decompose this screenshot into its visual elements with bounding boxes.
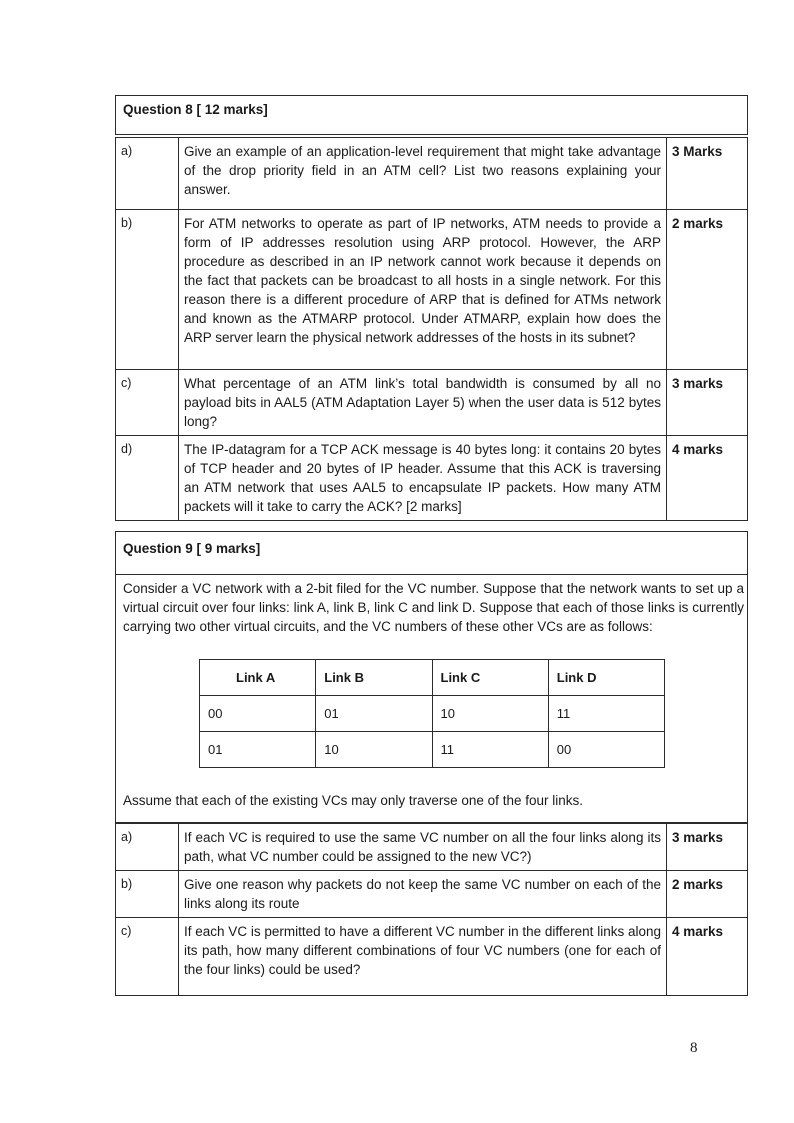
divider (115, 574, 748, 575)
part-text: The IP-datagram for a TCP ACK message is 40 bytes long: it contains 20 bytes of TCP header and 20 bytes of IP header. Assume that this ACK is traversing an ATM network that uses AAL5 to encapsulate IP packets. How many ATM packets will it take to carry the ACK? [2 marks] (179, 436, 667, 521)
part-text: If each VC is permitted to have a different VC number in the different links along its path, how many different combinations of four VC numbers (one for each of the four links) could be used? (179, 918, 667, 996)
table-cell: 00 (548, 732, 664, 768)
table-row (200, 660, 665, 696)
part-label: c) (116, 370, 179, 436)
table-row (116, 370, 748, 436)
column-header: Link D (548, 660, 664, 696)
part-text: For ATM networks to operate as part of IP networks, ATM needs to provide a form of IP addresses resolution using ARP protocol. However, the ARP procedure as described in an IP network cannot work because it depends on the fact that packets can be broadcast to all hosts in a single network. For this reason there is a different procedure of ARP that is defined for ATMs network and known as the ATMARP protocol. Under ATMARP, explain how does the ARP server learn the physical network addresses of the hosts in its subnet? (179, 210, 667, 370)
table-cell: 01 (200, 732, 316, 768)
part-text: Give an example of an application-level requirement that might take advantage of the drop priority field in an ATM cell? List two reasons explaining your answer. (179, 138, 667, 210)
question-8-title: Question 8 [ 12 marks] (123, 102, 268, 117)
question-9-title: Question 9 [ 9 marks] (123, 541, 261, 556)
part-marks: 2 marks (667, 871, 748, 918)
part-label: c) (116, 918, 179, 996)
part-label: b) (116, 210, 179, 370)
part-text: Give one reason why packets do not keep the same VC number on each of the links along its route (179, 871, 667, 918)
question-9-parts-table (115, 823, 748, 996)
part-marks: 3 Marks (667, 138, 748, 210)
table-cell: 10 (316, 732, 432, 768)
part-label: a) (116, 824, 179, 871)
table-cell: 00 (200, 696, 316, 732)
table-cell: 11 (432, 732, 548, 768)
table-cell: 11 (548, 696, 664, 732)
question-9-intro: Consider a VC network with a 2-bit filed for the VC number. Suppose that the network wants to set up a virtual circuit over four links: link A, link B, link C and link D. Suppose that each of those links is currently carrying two other virtual circuits, and the VC numbers of these other VCs are as follows: (123, 581, 744, 634)
column-header: Link B (316, 660, 432, 696)
part-marks: 2 marks (667, 210, 748, 370)
part-marks: 3 marks (667, 824, 748, 871)
part-marks: 4 marks (667, 436, 748, 521)
table-row (116, 871, 748, 918)
table-row (116, 138, 748, 210)
table-cell: 01 (316, 696, 432, 732)
table-row (200, 732, 665, 768)
table-row (116, 824, 748, 871)
part-marks: 3 marks (667, 370, 748, 436)
part-text: If each VC is required to use the same VC number on all the four links along its path, what VC number could be assigned to the new VC?) (179, 824, 667, 871)
table-row (116, 436, 748, 521)
question-9-note: Assume that each of the existing VCs may only traverse one of the four links. (123, 793, 583, 808)
page-number: 8 (690, 1040, 698, 1056)
part-label: a) (116, 138, 179, 210)
part-text: What percentage of an ATM link’s total bandwidth is consumed by all no payload bits in AAL5 (ATM Adaptation Layer 5) when the user data is 512 bytes long? (179, 370, 667, 436)
column-header: Link C (432, 660, 548, 696)
column-header: Link A (200, 660, 316, 696)
table-row (116, 918, 748, 996)
table-row (200, 696, 665, 732)
part-marks: 4 marks (667, 918, 748, 996)
table-row (116, 210, 748, 370)
table-cell: 10 (432, 696, 548, 732)
question-8-table (115, 137, 748, 521)
part-label: b) (116, 871, 179, 918)
part-label: d) (116, 436, 179, 521)
vc-number-table (199, 659, 665, 768)
